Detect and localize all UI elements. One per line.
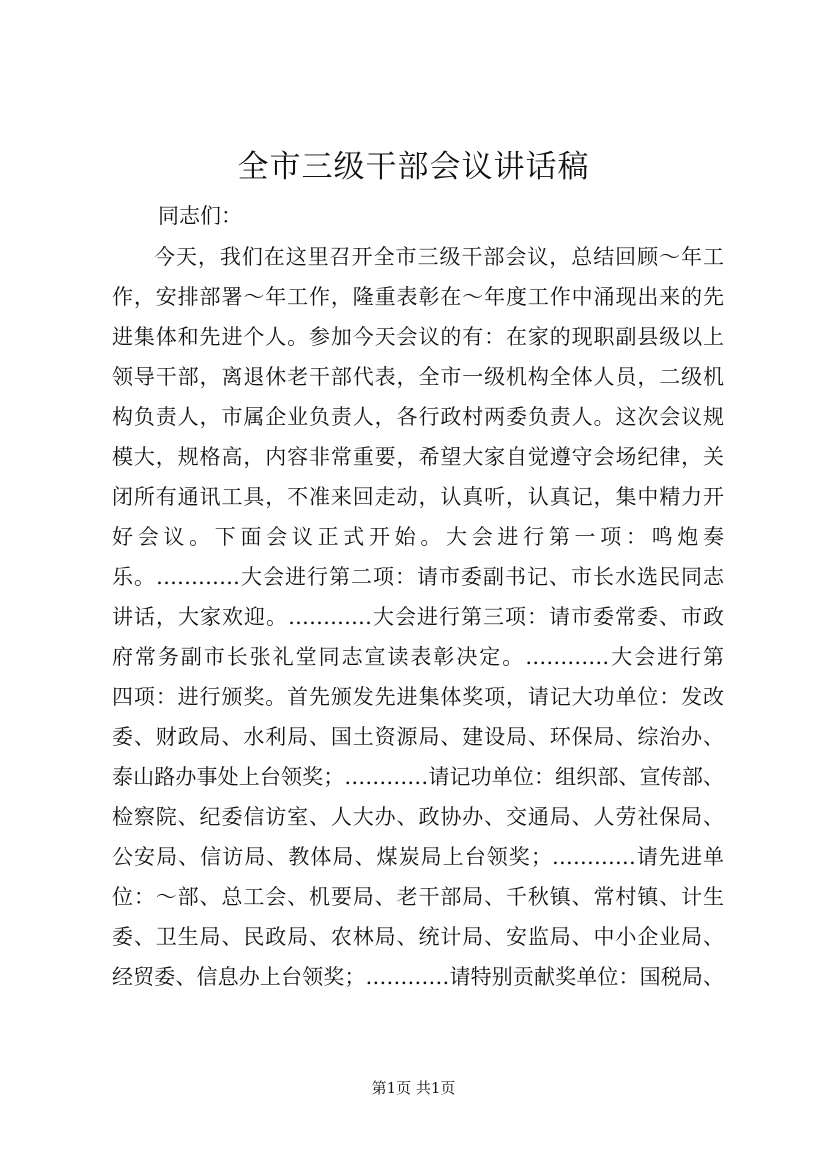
body-line: 泰山路办事处上台领奖；…………请记功单位：组织部、宣传部、	[112, 765, 724, 789]
body-line: 委、财政局、水利局、国土资源局、建设局、环保局、综治办、	[112, 725, 724, 749]
body-line: 闭所有通讯工具，不准来回走动，认真听，认真记，集中精力开	[112, 485, 724, 509]
body-line: 构负责人，市属企业负责人，各行政村两委负责人。这次会议规	[112, 405, 724, 429]
body-line: 检察院、纪委信访室、人大办、政协办、交通局、人劳社保局、	[112, 805, 724, 829]
body-line: 好会议。下面会议正式开始。大会进行第一项：鸣炮奏	[112, 525, 724, 549]
body-line: 进集体和先进个人。参加今天会议的有：在家的现职副县级以上	[112, 325, 724, 349]
body-line: 公安局、信访局、教体局、煤炭局上台领奖；…………请先进单	[112, 845, 724, 869]
body-line: 府常务副市长张礼堂同志宣读表彰决定。…………大会进行第	[112, 645, 724, 669]
body-line: 讲话，大家欢迎。…………大会进行第三项：请市委常委、市政	[112, 605, 724, 629]
body-line: 乐。…………大会进行第二项：请市委副书记、市长水选民同志	[112, 565, 724, 589]
body-line: 模大，规格高，内容非常重要，希望大家自觉遵守会场纪律，关	[112, 445, 724, 469]
body-line: 领导干部，离退休老干部代表，全市一级机构全体人员，二级机	[112, 365, 724, 389]
salutation: 同志们：	[158, 204, 242, 228]
document-title: 全市三级干部会议讲话稿	[237, 149, 590, 185]
body-line: 作，安排部署～年工作，隆重表彰在～年度工作中涌现出来的先	[112, 285, 724, 309]
body-line: 四项：进行颁奖。首先颁发先进集体奖项，请记大功单位：发改	[112, 685, 724, 709]
body-text	[112, 237, 724, 997]
body-line: 今天，我们在这里召开全市三级干部会议，总结回顾～年工	[154, 245, 724, 269]
body-line: 位：～部、总工会、机要局、老干部局、千秋镇、常村镇、计生	[112, 885, 724, 909]
page-number-footer: 第1页 共1页	[371, 1079, 456, 1097]
body-line: 经贸委、信息办上台领奖；…………请特别贡献奖单位：国税局、	[112, 965, 724, 989]
body-line: 委、卫生局、民政局、农林局、统计局、安监局、中小企业局、	[112, 925, 724, 949]
